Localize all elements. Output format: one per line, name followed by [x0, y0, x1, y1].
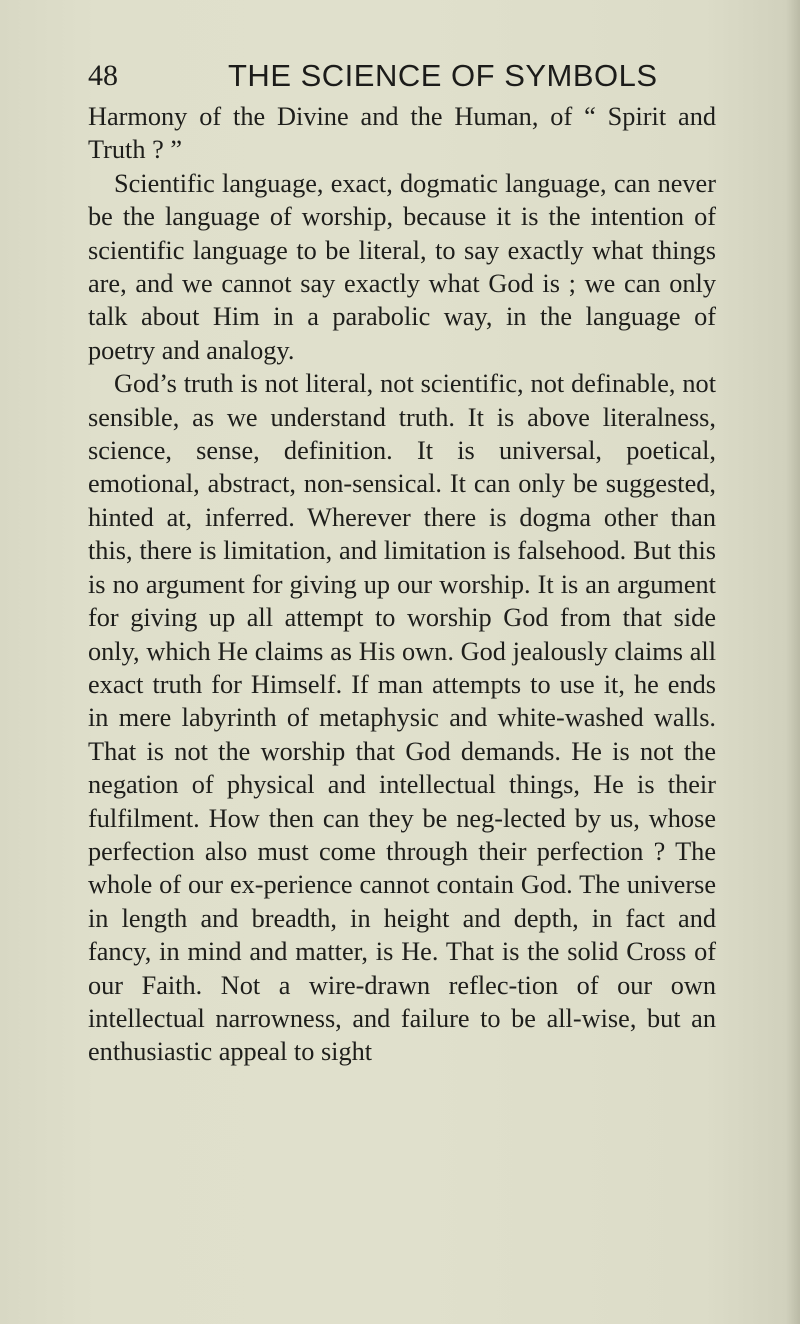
body-text	[88, 100, 716, 1069]
paragraph-continuation: Harmony of the Divine and the Human, of “ Spirit and Truth ? ”	[88, 102, 716, 165]
paragraph-gods-truth: God’s truth is not literal, not scientific, not definable, not sensible, as we understand truth. It is above literalness, science, sense, definition. It is universal, poetical, emotional, abstract, non-sensical. It can only be suggested, hinted at, inferred. Wherever there is dogma other than this, there is limitation, and limitation is falsehood. But this is no argument for giving up our worship. It is an argument for giving up all attempt to worship God from that side only, which He claims as His own. God jealously claims all exact truth for Himself. If man attempts to use it, he ends in mere labyrinth of metaphysic and white-washed walls. That is not the worship that God demands. He is not the negation of physical and intellectual things, He is their fulfilment. How then can they be neg-lected by us, whose perfection also must come through their perfection ? The whole of our ex-perience cannot contain God. The universe in length and breadth, in height and depth, in fact and fancy, in mind and matter, is He. That is the solid Cross of our Faith. Not a wire-drawn reflec-tion of our own intellectual narrowness, and failure to be all-wise, but an enthusiastic appeal to sight	[88, 369, 716, 1067]
page-edge-shadow	[786, 0, 800, 1324]
running-title: THE SCIENCE OF SYMBOLS	[228, 58, 658, 93]
page-number: 48	[88, 59, 118, 92]
page-header	[88, 54, 716, 98]
paragraph-scientific-language: Scientific language, exact, dogmatic language, can never be the language of worship, because it is the intention of scientific language to be literal, to say exactly what things are, and we cannot say exactly what God is ; we can only talk about Him in a parabolic way, in the language of poetry and analogy.	[88, 168, 716, 365]
